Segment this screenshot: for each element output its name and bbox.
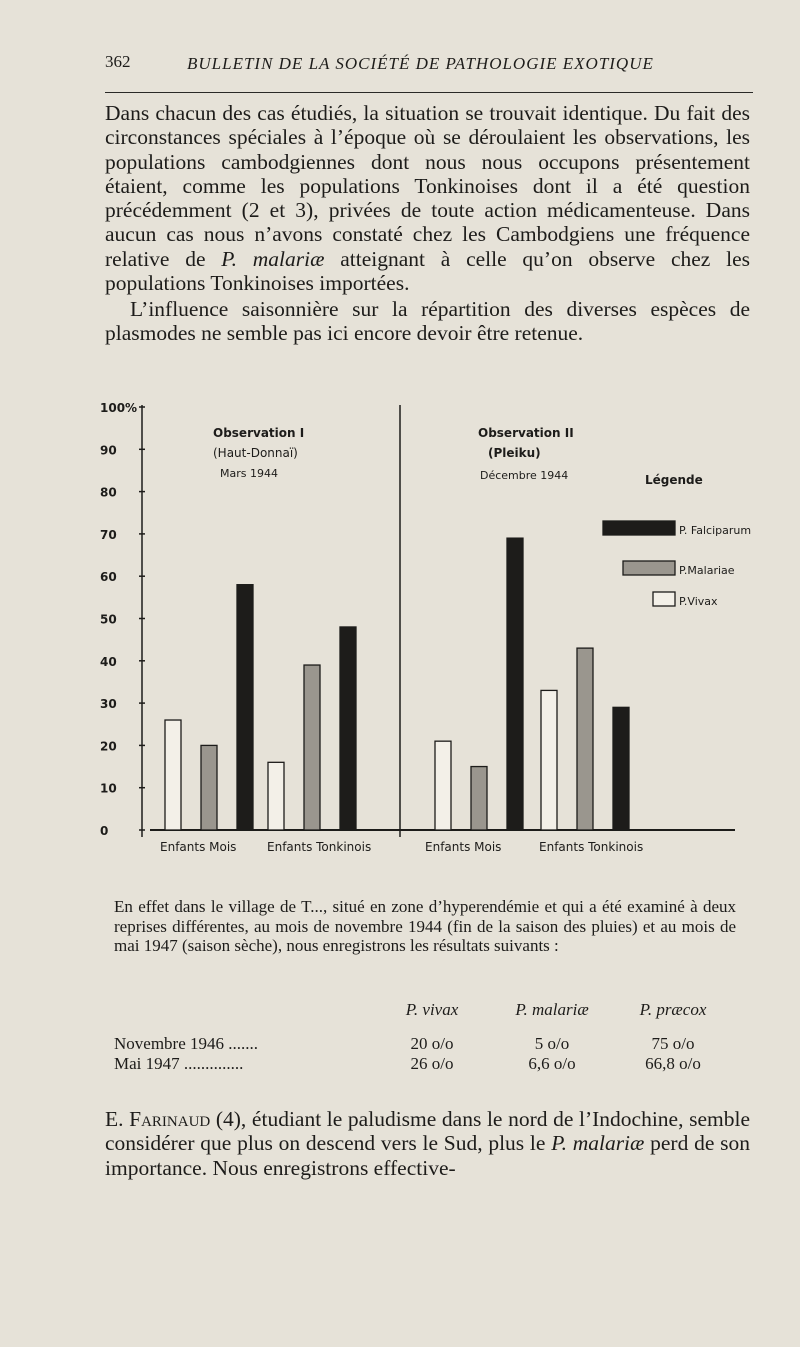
bar — [304, 665, 320, 830]
legend-swatch — [653, 592, 675, 606]
y-tick-label: 40 — [100, 654, 117, 669]
bar — [340, 627, 356, 830]
bar — [165, 720, 181, 830]
paragraph-2: L’influence saisonnière sur la répartition des diverses espèces de plasmodes ne semble pas ici encore devoir être retenue. — [105, 297, 750, 346]
row-label: Mai 1947 .............. — [114, 1054, 244, 1073]
bar — [471, 767, 487, 830]
table-header-malariae: P. malariæ — [515, 1000, 589, 1019]
table-row — [114, 1034, 734, 1054]
table-header-vivax: P. vivax — [405, 1000, 459, 1019]
row-label: Novembre 1946 ....... — [114, 1034, 259, 1053]
bars — [165, 538, 629, 830]
bar — [613, 707, 629, 830]
author-name: E. Farinaud — [105, 1107, 211, 1131]
species-name: P. malariæ — [551, 1131, 645, 1156]
panel-1-title: Observation I — [213, 426, 305, 440]
panel-2-title: Observation II — [478, 426, 574, 440]
y-tick-label: 80 — [100, 485, 117, 500]
table-cell: 26 o/o — [410, 1054, 454, 1073]
y-tick-label: 70 — [100, 527, 117, 542]
y-tick-label: 60 — [100, 570, 117, 585]
y-tick-label: 90 — [100, 443, 117, 458]
table-row — [114, 1054, 734, 1074]
paragraph-1-text-a: Dans chacun des cas étudiés, la situation se trouvait identique. Du fait des circonstances spéciales à l’époque où se déroulaient les observations, les populations cambodgiennes dont nous nous occupons présentement étaient, comme les populations Tonkinoises dont il a été question précédemment (2 et 3), privées de toute action médicamenteuse. Dans aucun cas nous n’avons constaté chez les Cambodgiens une fréquence relative de — [105, 101, 750, 271]
y-tick-label: 30 — [100, 697, 117, 712]
paragraph-1 — [105, 101, 750, 295]
legend-swatch — [603, 521, 675, 535]
paragraph-1-text-b: atteignant à celle qu’on observe chez les populations Tonkinoises importées. — [105, 246, 750, 296]
legend-title: Légende — [645, 473, 703, 487]
x-tick-label: Enfants Tonkinois — [267, 840, 372, 854]
panel-1-date: Mars 1944 — [220, 467, 278, 480]
table-header-praecox: P. præcox — [639, 1000, 707, 1019]
y-tick-label: 20 — [100, 739, 117, 754]
panel-1-subtitle: (Haut-Donnaï) — [213, 446, 298, 460]
bar-chart — [95, 375, 800, 865]
table-cell: 66,8 o/o — [645, 1054, 701, 1073]
page-number: 362 — [105, 52, 131, 71]
y-tick-label: 100% — [100, 401, 138, 415]
table-cell: 20 o/o — [410, 1034, 454, 1053]
page-header — [105, 52, 753, 93]
panel-2-date: Décembre 1944 — [480, 469, 569, 482]
y-tick-label: 10 — [100, 781, 117, 796]
legend — [603, 521, 751, 608]
legend-label: P. Falciparum — [679, 524, 752, 537]
panel-2-subtitle: (Pleiku) — [488, 446, 541, 460]
table-cell: 6,6 o/o — [528, 1054, 576, 1073]
bar — [237, 585, 253, 830]
legend-swatch — [623, 561, 675, 575]
y-tick-label: 50 — [100, 612, 117, 627]
x-axis-labels — [160, 840, 643, 854]
table-cell: 75 o/o — [651, 1034, 695, 1053]
y-tick-label: 0 — [100, 824, 109, 838]
paragraph-4-text-b: perd de son importance. Nous enregistrons effective- — [105, 1131, 750, 1180]
x-tick-label: Enfants Tonkinois — [539, 840, 644, 854]
bar — [507, 538, 523, 830]
species-name: P. malariæ — [221, 246, 325, 271]
bar — [201, 745, 217, 830]
paragraph-4 — [105, 1107, 750, 1180]
table-cell: 5 o/o — [534, 1034, 570, 1053]
y-axis-ticks — [100, 401, 145, 838]
legend-label: P.Malariae — [679, 564, 735, 577]
results-table — [114, 1000, 734, 1074]
bar — [435, 741, 451, 830]
x-tick-label: Enfants Mois — [425, 840, 502, 854]
running-title: BULLETIN DE LA SOCIÉTÉ DE PATHOLOGIE EXOTIQUE — [187, 54, 654, 73]
bar — [268, 762, 284, 830]
paragraph-3: En effet dans le village de T..., situé en zone d’hyperendémie et qui a été examiné à deux reprises différentes, au mois de novembre 1944 (fin de la saison des pluies) et au mois de mai 1947 (saison sèche), nous enregistrons les résultats suivants : — [114, 897, 736, 955]
paragraph-4-text-a: (4), étudiant le paludisme dans le nord de l’Indochine, semble considérer que plus on descend vers le Sud, plus le — [105, 1107, 750, 1156]
legend-label: P.Vivax — [679, 595, 718, 608]
bar — [577, 648, 593, 830]
x-tick-label: Enfants Mois — [160, 840, 237, 854]
bar — [541, 690, 557, 830]
table-corner — [114, 1000, 372, 1034]
